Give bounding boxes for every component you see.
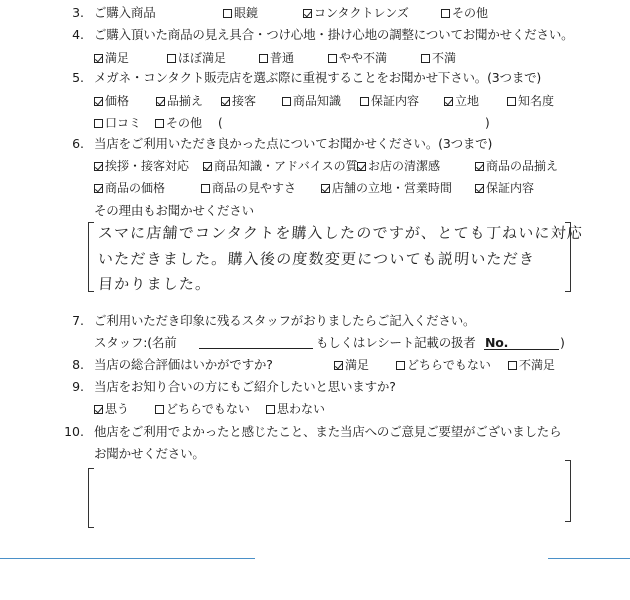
q6-option-warranty[interactable]: 保証内容: [475, 180, 534, 196]
q6-reason-label: その理由もお聞かせください: [94, 203, 254, 218]
checkbox[interactable]: [282, 97, 291, 106]
q10-text-2: お聞かせください。: [94, 446, 205, 461]
q10-number: 10.: [64, 424, 84, 439]
q6-text: 当店をご利用いただき良かった点についてお聞かせください。(3つまで): [94, 136, 493, 151]
checkbox[interactable]: [441, 9, 450, 18]
checkbox-checked[interactable]: [94, 405, 103, 414]
q7-receipt-no-field[interactable]: [484, 349, 559, 350]
checkbox[interactable]: [167, 54, 176, 63]
q3-text: ご購入商品: [94, 5, 156, 20]
checkbox-checked[interactable]: [203, 162, 212, 171]
checkbox[interactable]: [328, 54, 337, 63]
q9-option-neither[interactable]: どちらでもない: [155, 401, 250, 417]
checkbox[interactable]: [94, 119, 103, 128]
bottom-divider-left: [0, 558, 255, 559]
q6-option-display[interactable]: 商品の見やすさ: [201, 180, 296, 196]
checkbox[interactable]: [259, 54, 268, 63]
q6-option-greeting[interactable]: 挨拶・接客対応: [94, 158, 189, 174]
q5-other-paren-open: (: [218, 116, 223, 130]
q3-option-glasses[interactable]: 眼鏡: [223, 5, 258, 21]
bottom-divider-right: [548, 558, 630, 559]
q4-option-satisfied[interactable]: 満足: [94, 50, 129, 66]
q4-option-mostly[interactable]: ほぼ満足: [167, 50, 226, 66]
q8-number: 8.: [72, 357, 84, 372]
q7-close-paren: ): [560, 335, 565, 350]
q5-option-knowledge[interactable]: 商品知識: [282, 93, 341, 109]
q5-option-other[interactable]: その他: [155, 115, 202, 131]
q5-other-paren-close: ): [485, 116, 490, 130]
checkbox-checked[interactable]: [94, 97, 103, 106]
q6-option-cleanliness[interactable]: お店の清潔感: [357, 158, 440, 174]
q7-receipt-label: もしくはレシート記載の扱者: [316, 335, 476, 350]
checkbox[interactable]: [155, 119, 164, 128]
checkbox[interactable]: [507, 97, 516, 106]
q5-option-warranty[interactable]: 保証内容: [360, 93, 419, 109]
checkbox[interactable]: [201, 184, 210, 193]
q5-option-reviews[interactable]: 口コミ: [94, 115, 141, 131]
q10-text: 他店をご利用でよかったと感じたこと、また当店へのご意見ご要望がございましたら: [94, 424, 562, 439]
q6-option-store-location[interactable]: 店舗の立地・営業時間: [321, 180, 452, 196]
q3-option-other[interactable]: その他: [441, 5, 488, 21]
q5-option-service[interactable]: 接客: [221, 93, 256, 109]
q6-number: 6.: [72, 136, 84, 151]
q5-number: 5.: [72, 70, 84, 85]
q3-option-contact[interactable]: コンタクトレンズ: [303, 5, 409, 21]
checkbox-checked[interactable]: [475, 184, 484, 193]
checkbox[interactable]: [396, 361, 405, 370]
q6-option-price[interactable]: 商品の価格: [94, 180, 165, 196]
q6-option-advice[interactable]: 商品知識・アドバイスの質: [203, 158, 358, 174]
checkbox[interactable]: [223, 9, 232, 18]
q7-staff-label: スタッフ:(名前: [94, 335, 177, 350]
q6-handwritten-line-1: スマに店舗でコンタクトを購入したのですが、とても丁ねいに対応: [97, 224, 584, 242]
q9-option-no[interactable]: 思わない: [266, 401, 325, 417]
checkbox[interactable]: [508, 361, 517, 370]
q4-option-normal[interactable]: 普通: [259, 50, 294, 66]
q4-option-dissatisfied[interactable]: 不満: [421, 50, 456, 66]
checkbox[interactable]: [421, 54, 430, 63]
q7-number: 7.: [72, 313, 84, 328]
q7-no-label: No.: [485, 335, 509, 350]
checkbox-checked[interactable]: [321, 184, 330, 193]
checkbox-checked[interactable]: [94, 184, 103, 193]
q6-reason-bracket-left: [88, 222, 94, 292]
checkbox-checked[interactable]: [334, 361, 343, 370]
q5-option-location[interactable]: 立地: [444, 93, 479, 109]
q8-option-satisfied[interactable]: 満足: [334, 357, 369, 373]
q5-text: メガネ・コンタクト販売店を選ぶ際に重視することをお聞かせ下さい。(3つまで): [94, 70, 542, 85]
q5-option-price[interactable]: 価格: [94, 93, 129, 109]
q4-text: ご購入頂いた商品の見え具合・つけ心地・掛け心地の調整についてお聞かせください。: [94, 27, 574, 42]
checkbox-checked[interactable]: [156, 97, 165, 106]
q6-handwritten-line-3: 目かりました。: [97, 275, 213, 293]
q10-bracket-right: [565, 460, 571, 522]
q4-option-somewhat[interactable]: やや不満: [328, 50, 387, 66]
checkbox-checked[interactable]: [475, 162, 484, 171]
q7-staff-name-field[interactable]: [199, 348, 313, 349]
checkbox-checked[interactable]: [94, 54, 103, 63]
checkbox-checked[interactable]: [357, 162, 366, 171]
q10-bracket-left: [88, 468, 94, 528]
q9-option-yes[interactable]: 思う: [94, 401, 129, 417]
checkbox-checked[interactable]: [94, 162, 103, 171]
checkbox[interactable]: [155, 405, 164, 414]
checkbox[interactable]: [266, 405, 275, 414]
q3-number: 3.: [72, 5, 84, 20]
q6-option-selection[interactable]: 商品の品揃え: [475, 158, 558, 174]
q9-number: 9.: [72, 379, 84, 394]
q8-option-neither[interactable]: どちらでもない: [396, 357, 491, 373]
q5-option-fame[interactable]: 知名度: [507, 93, 554, 109]
checkbox-checked[interactable]: [303, 9, 312, 18]
q7-text: ご利用いただき印象に残るスタッフがおりましたらご記入ください。: [94, 313, 476, 328]
q4-number: 4.: [72, 27, 84, 42]
checkbox[interactable]: [360, 97, 369, 106]
checkbox-checked[interactable]: [221, 97, 230, 106]
q8-text: 当店の総合評価はいかがですか?: [94, 357, 273, 372]
q5-option-selection[interactable]: 品揃え: [156, 93, 203, 109]
checkbox-checked[interactable]: [444, 97, 453, 106]
q6-handwritten-line-2: いただきました。購入後の度数変更についても説明いただき: [97, 250, 536, 268]
q8-option-dissatisfied[interactable]: 不満足: [508, 357, 555, 373]
q9-text: 当店をお知り合いの方にもご紹介したいと思いますか?: [94, 379, 396, 394]
